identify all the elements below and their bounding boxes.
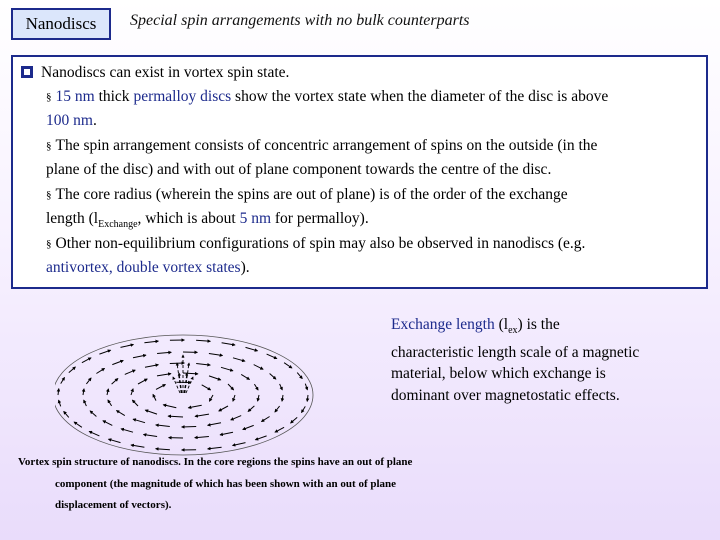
spin-arrow <box>209 354 223 356</box>
text-span: (l <box>494 316 509 333</box>
spin-arrow <box>241 374 249 379</box>
spin-arrow <box>112 379 118 385</box>
text-span: dominant over magnetostatic effects. <box>391 386 620 404</box>
text-span: thick <box>94 88 134 105</box>
spin-arrow <box>99 350 110 354</box>
spin-arrow <box>307 395 308 401</box>
spin-arrow <box>208 423 221 426</box>
spin-arrow <box>156 425 170 427</box>
spin-arrow <box>145 410 157 414</box>
spin-arrow <box>209 395 213 401</box>
spin-arrow <box>64 411 69 417</box>
text-span: show the vortex state when the diameter of the disc is above <box>231 88 609 105</box>
text-span: characteristic length scale of a magnetic <box>391 343 640 361</box>
spin-arrow <box>248 406 254 412</box>
spin-arrow <box>209 376 221 380</box>
spin-arrow <box>221 367 233 371</box>
spin-arrow <box>302 406 306 412</box>
spin-arrow <box>208 447 222 449</box>
content-box <box>11 55 708 289</box>
subscript: ex <box>508 325 518 337</box>
spin-arrow <box>153 394 156 400</box>
spin-arrow <box>188 405 201 408</box>
spin-arrow <box>82 358 91 363</box>
spin-arrow <box>144 435 158 437</box>
spin-arrow <box>157 374 171 376</box>
text-span: ) is the <box>517 316 560 333</box>
spin-arrow <box>133 419 145 423</box>
slide-title-box <box>11 8 111 40</box>
core-spin-arrow <box>173 377 180 393</box>
spin-arrow <box>133 355 146 358</box>
exchange-length-value: 5 nm <box>239 210 271 228</box>
spin-arrow <box>125 370 135 374</box>
bullet-core-radius <box>46 183 696 238</box>
spin-arrow <box>233 358 245 361</box>
text-span: The spin arrangement consists of concentric arrangement of spins on the outside (in the <box>55 137 598 154</box>
text-span: ). <box>240 259 250 277</box>
spin-arrow <box>228 384 234 390</box>
exchange-length-term: Exchange length <box>391 316 495 333</box>
spin-arrow <box>132 400 138 406</box>
spin-arrow <box>280 384 283 390</box>
spin-arrow <box>284 363 292 368</box>
bullet-permalloy <box>46 85 696 134</box>
spin-arrow <box>74 422 82 427</box>
spin-arrow <box>83 389 84 395</box>
text-span: length (l <box>46 210 99 228</box>
section-bullet-icon: § <box>46 238 52 250</box>
spin-arrow <box>90 411 96 417</box>
spin-arrow <box>168 416 183 417</box>
spin-arrow <box>305 384 307 390</box>
disc-outline <box>55 335 313 455</box>
spin-arrow <box>144 341 158 343</box>
caption-line: displacement of vectors). <box>55 499 172 511</box>
spin-arrow <box>163 405 176 408</box>
slide-title: Nanodiscs <box>25 14 97 33</box>
spin-arrow <box>96 368 104 373</box>
spin-arrow <box>84 400 87 406</box>
spin-arrow <box>121 429 133 432</box>
section-bullet-icon: § <box>46 189 52 201</box>
spin-arrow <box>291 417 298 423</box>
vortex-spin-diagram <box>55 295 315 460</box>
slide-subtitle: Special spin arrangements with no bulk counterparts <box>130 12 470 29</box>
spin-arrow <box>195 437 209 438</box>
spin-arrow <box>86 378 91 384</box>
caption-line: component (the magnitude of which has been shown with an out of plane <box>55 478 397 490</box>
spin-arrow <box>258 395 259 401</box>
spin-arrow <box>255 436 266 440</box>
spin-arrow <box>108 400 112 406</box>
text-span: , which is about <box>137 210 240 228</box>
spin-arrow <box>59 400 61 406</box>
section-bullet-icon: § <box>46 91 52 103</box>
spin-arrow <box>117 411 125 416</box>
spin-arrow <box>231 416 241 420</box>
bullet-spin-arrangement <box>46 134 696 183</box>
vortex-states-term: antivortex, double vortex states <box>46 259 241 277</box>
spin-arrow <box>270 374 276 380</box>
bullet-nanodiscs <box>21 61 698 85</box>
text-span: . <box>92 112 97 130</box>
caption-line: Vortex spin structure of nanodiscs. In the core regions the spins have an out of plane <box>18 456 413 468</box>
spin-arrow <box>275 427 284 432</box>
spin-arrow <box>246 347 258 350</box>
diameter-value: 100 nm <box>46 112 93 130</box>
spin-arrow <box>121 345 134 348</box>
spin-arrow <box>254 365 263 370</box>
text-span: The core radius (wherein the spins are out of plane) is of the order of the exchange <box>55 186 568 203</box>
spin-arrow <box>182 427 197 428</box>
spin-arrow <box>107 389 108 395</box>
spin-arrow <box>297 373 302 379</box>
text-span: plane of the disc) and with out of plane component towards the centre of the disc. <box>46 161 552 179</box>
exchange-length-note <box>391 314 701 406</box>
permalloy-discs-term: permalloy discs <box>133 88 232 105</box>
subscript: Exchange <box>98 219 138 231</box>
spin-arrow <box>267 354 277 359</box>
spin-arrow <box>196 364 210 366</box>
spin-arrow <box>112 361 123 365</box>
section-bullet-icon: § <box>46 140 52 152</box>
spin-arrow <box>89 431 99 436</box>
spin-arrow <box>145 365 158 368</box>
bullet-nanodiscs-text: Nanodiscs can exist in vortex spin state. <box>41 64 290 81</box>
spin-arrow <box>233 395 235 401</box>
spin-arrow <box>196 340 210 341</box>
spin-arrow <box>282 395 283 401</box>
spin-arrow <box>233 443 246 446</box>
spin-arrow <box>219 406 228 411</box>
spin-arrow <box>222 343 235 345</box>
spin-arrow <box>254 384 258 390</box>
spin-arrow <box>131 445 144 447</box>
spin-arrow <box>131 389 133 395</box>
spin-arrow <box>275 406 280 412</box>
spin-arrow <box>195 414 209 416</box>
spin-arrow <box>243 425 254 429</box>
bullet-other-configs <box>46 232 696 281</box>
spin-arrow <box>61 378 65 384</box>
spin-arrow <box>138 379 147 384</box>
square-bullet-icon <box>21 66 33 78</box>
spin-arrow <box>183 373 198 374</box>
spin-arrow <box>69 367 76 373</box>
core-spin-arrow <box>186 377 193 393</box>
spin-arrow <box>58 389 59 395</box>
spin-arrow <box>103 421 112 426</box>
text-span: for permalloy). <box>271 210 369 228</box>
thickness-value: 15 nm <box>55 88 95 105</box>
spin-arrow <box>220 432 233 435</box>
spin-arrow <box>109 439 121 442</box>
spin-arrow <box>157 352 171 353</box>
spin-arrow <box>156 449 170 450</box>
spin-arrow <box>262 417 270 422</box>
spin-arrow <box>202 385 211 390</box>
text-span: material, below which exchange is <box>391 365 606 383</box>
text-span: Other non-equilibrium configurations of spin may also be observed in nanodiscs (e.g. <box>55 235 586 252</box>
spin-arrow <box>156 385 165 390</box>
